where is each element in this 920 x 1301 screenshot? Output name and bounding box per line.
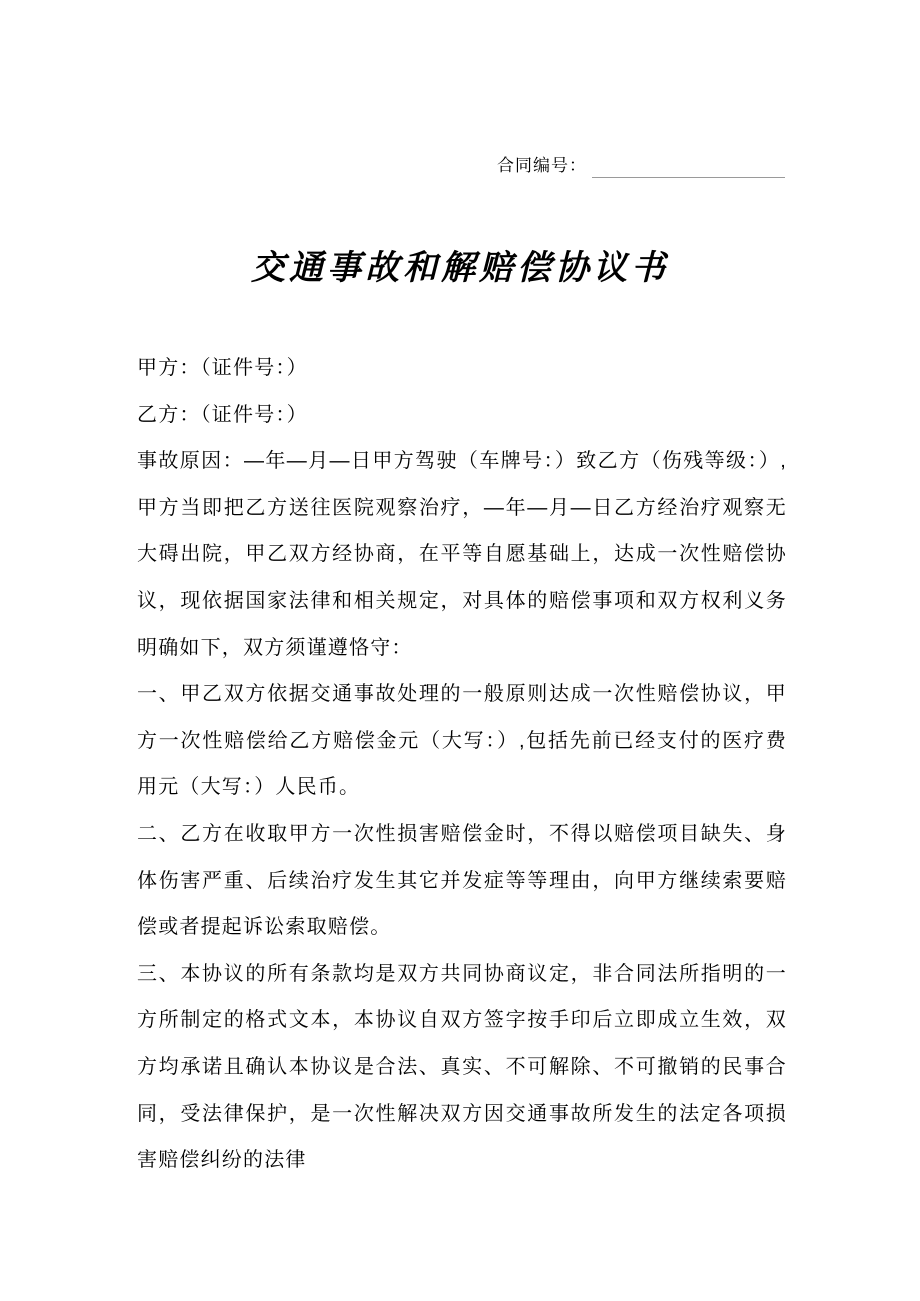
contract-number-label: 合同编号：: [497, 155, 587, 175]
paragraph-accident-cause: 事故原因：—年—月—日甲方驾驶（车牌号：）致乙方（伤残等级：）,甲方当即把乙方送往医院观察治疗，—年—月—日乙方经治疗观察无大碍出院，甲乙双方经协商，在平等自愿基础上，达成一次性赔偿协议，现依据国家法律和相关规定，对具体的赔偿事项和双方权利义务明确如下，双方须谨遵恪守：: [137, 450, 787, 659]
contract-number-blank-line: [592, 150, 785, 178]
paragraph-clause-1: 一、甲乙双方依据交通事故处理的一般原则达成一次性赔偿协议，甲方一次性赔偿给乙方赔偿金元（大写：）,包括先前已经支付的医疗费用元（大写：）人民币。: [137, 683, 787, 799]
paragraph-party-a: 甲方：（证件号：）: [137, 357, 308, 379]
paragraph-clause-2: 二、乙方在收取甲方一次性损害赔偿金时，不得以赔偿项目缺失、身体伤害严重、后续治疗发生其它并发症等等理由，向甲方继续索要赔偿或者提起诉讼索取赔偿。: [137, 822, 787, 939]
paragraph-party-b: 乙方：（证件号：）: [137, 403, 308, 426]
page-title: 交通事故和解赔偿协议书: [251, 248, 669, 288]
paragraph-clause-3: 三、本协议的所有条款均是双方共同协商议定，非合同法所指明的一方所制定的格式文本，本协议自双方签字按手印后立即成立生效，双方均承诺且确认本协议是合法、真实、不可解除、不可撤销的民事合同，受法律保护，是一次性解决双方因交通事故所发生的法定各项损害赔偿纠纷的法律: [137, 962, 787, 1172]
contract-number-row: [497, 150, 785, 178]
document-body: [137, 345, 787, 1184]
